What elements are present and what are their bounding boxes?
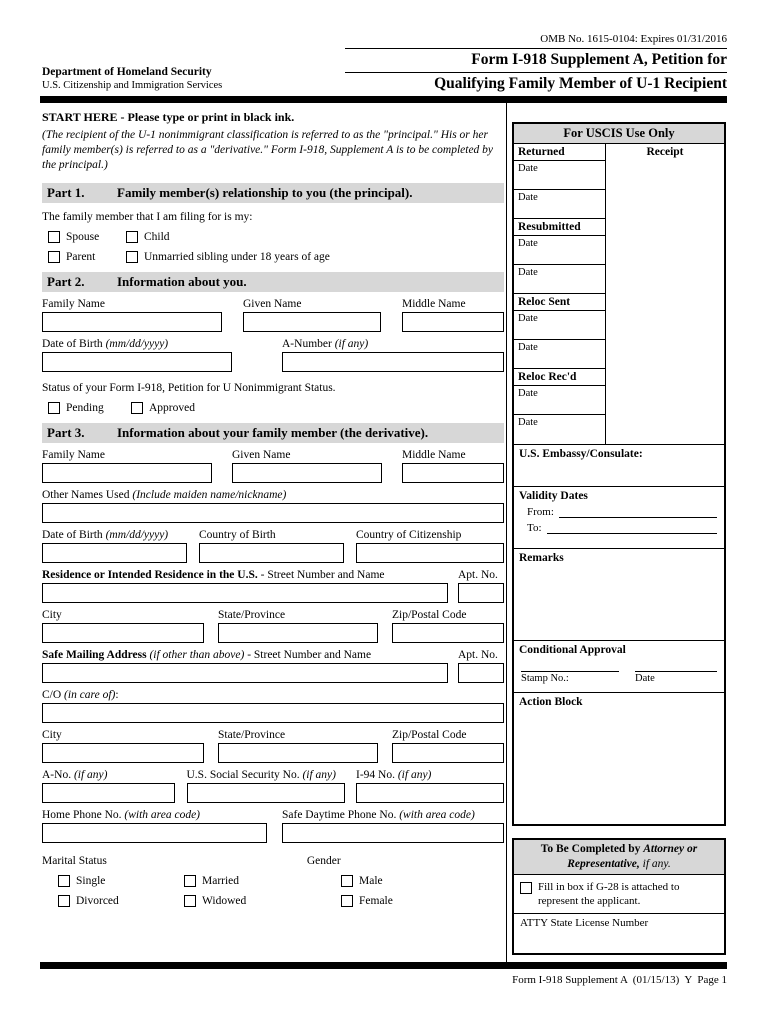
part2-anumber-label: A-Number (if any) (282, 337, 369, 350)
marital-gender-row-2 (58, 895, 504, 907)
divorced-label: Divorced (76, 894, 119, 907)
safe-city-input[interactable] (42, 743, 204, 763)
option-divorced (58, 895, 184, 907)
spouse-checkbox[interactable] (48, 231, 60, 243)
date-cell: Date (514, 340, 605, 369)
part2-anumber-input[interactable] (282, 352, 504, 372)
safe-zip-label: Zip/Postal Code (392, 728, 467, 741)
part2-middle-name-input[interactable] (402, 312, 504, 332)
part3-dob-input[interactable] (42, 543, 187, 563)
female-label: Female (359, 894, 393, 907)
part2-name-row (42, 298, 504, 332)
part1-header (42, 183, 504, 203)
part2-header (42, 272, 504, 292)
date-cell: Date (518, 417, 538, 428)
divorced-checkbox[interactable] (58, 895, 70, 907)
marital-status-label: Marital Status (42, 854, 107, 867)
pending-checkbox[interactable] (48, 402, 60, 414)
marital-gender-options (42, 875, 504, 907)
child-label: Child (144, 230, 170, 243)
pending-label: Pending (66, 401, 104, 414)
action-block-label: Action Block (519, 696, 583, 708)
form-body (42, 106, 504, 907)
part3-header (42, 423, 504, 443)
omb-number: OMB No. 1615-0104: Expires 01/31/2016 (345, 33, 727, 49)
safe-phone-input[interactable] (282, 823, 504, 843)
country-of-birth-input[interactable] (199, 543, 344, 563)
part3-middle-name-label: Middle Name (402, 448, 466, 461)
remarks-label: Remarks (519, 552, 564, 564)
relationship-row-1 (42, 231, 504, 243)
part1-title: Family member(s) relationship to you (the principal). (117, 184, 413, 200)
co-row (42, 689, 504, 723)
footer-divider-bar (40, 962, 727, 969)
single-checkbox[interactable] (58, 875, 70, 887)
i94-label: I-94 No. (if any) (356, 768, 432, 781)
part2-family-name-label: Family Name (42, 297, 105, 310)
atty-license-section (514, 914, 724, 953)
validity-to-row (527, 521, 717, 534)
uscis-sidebar (512, 122, 726, 955)
safe-mailing-row (42, 649, 504, 683)
safe-city-label: City (42, 728, 62, 741)
safe-city-row (42, 729, 504, 763)
option-parent (48, 251, 126, 263)
other-names-input[interactable] (42, 503, 504, 523)
option-widowed (184, 895, 341, 907)
option-spouse (48, 231, 126, 243)
to-label: To: (527, 522, 542, 534)
residence-zip-label: Zip/Postal Code (392, 608, 467, 621)
remarks-section (514, 548, 724, 640)
part1-prompt: The family member that I am filing for is my: (42, 210, 253, 223)
option-pending (48, 402, 131, 414)
country-of-citizenship-label: Country of Citizenship (356, 528, 462, 541)
validity-from-row (527, 505, 717, 518)
safe-mailing-apt-input[interactable] (458, 663, 504, 683)
column-divider-line (506, 103, 507, 962)
residence-city-input[interactable] (42, 623, 204, 643)
part2-status-prompt: Status of your Form I-918, Petition for U Nonimmigrant Status. (42, 381, 336, 394)
residence-street-input[interactable] (42, 583, 448, 603)
reloc-recd-cell: Reloc Rec'd (514, 369, 605, 386)
widowed-label: Widowed (202, 894, 247, 907)
part2-given-name-label: Given Name (243, 297, 302, 310)
date-cell: Date (514, 311, 605, 340)
residence-city-label: City (42, 608, 62, 621)
residence-apt-label: Apt. No. (458, 568, 498, 581)
uscis-box-title: For USCIS Use Only (514, 124, 724, 144)
parent-checkbox[interactable] (48, 251, 60, 263)
single-label: Single (76, 874, 106, 887)
sibling-checkbox[interactable] (126, 251, 138, 263)
married-checkbox[interactable] (184, 875, 196, 887)
male-checkbox[interactable] (341, 875, 353, 887)
from-fill-line (559, 505, 717, 518)
parent-label: Parent (66, 250, 96, 263)
relationship-row-2 (42, 251, 504, 263)
form-title-line2: Qualifying Family Member of U-1 Recipient (434, 75, 727, 92)
safe-mailing-street-input[interactable] (42, 663, 448, 683)
safe-phone-label: Safe Daytime Phone No. (with area code) (282, 808, 475, 821)
sibling-label: Unmarried sibling under 18 years of age (144, 250, 330, 263)
other-names-label: Other Names Used (Include maiden name/nickname) (42, 488, 287, 501)
part3-other-names-row (42, 489, 504, 523)
intro-note: (The recipient of the U-1 nonimmigrant classification is referred to as the "principal." His or her family member(s) is referred to as a "derivative." Form I-918, Supplement A is to be completed by the principal.) (42, 129, 494, 172)
agency-block (42, 66, 222, 91)
option-married (184, 875, 341, 887)
g28-row (514, 875, 724, 915)
date-cell: Date (514, 265, 605, 294)
safe-zip-input[interactable] (392, 743, 504, 763)
reloc-sent-cell: Reloc Sent (514, 294, 605, 311)
attorney-box-title: To Be Completed by Attorney or Representative, if any. (514, 840, 724, 875)
stamp-date-label: Date (635, 673, 655, 684)
widowed-checkbox[interactable] (184, 895, 196, 907)
male-label: Male (359, 874, 383, 887)
safe-mailing-apt-label: Apt. No. (458, 648, 498, 661)
residence-label: Residence or Intended Residence in the U.S. - Street Number and Name (42, 568, 385, 581)
part3-given-name-label: Given Name (232, 448, 291, 461)
residence-apt-input[interactable] (458, 583, 504, 603)
part2-family-name-input[interactable] (42, 312, 222, 332)
a-no-input[interactable] (42, 783, 175, 803)
stamp-no-line (521, 671, 619, 684)
safe-mailing-label: Safe Mailing Address (if other than above) - Street Number and Name (42, 648, 372, 661)
co-input[interactable] (42, 703, 504, 723)
part2-given-name-input[interactable] (243, 312, 381, 332)
conditional-approval-label: Conditional Approval (519, 644, 626, 656)
option-sibling (126, 251, 330, 263)
stamp-date-line (635, 671, 717, 684)
uscis-routing-left-column (514, 144, 606, 444)
part2-middle-name-label: Middle Name (402, 297, 466, 310)
country-of-citizenship-input[interactable] (356, 543, 504, 563)
marital-gender-row-1 (58, 875, 504, 887)
child-checkbox[interactable] (126, 231, 138, 243)
start-here-instruction: START HERE - Please type or print in black ink. (42, 110, 295, 124)
part3-given-name-input[interactable] (232, 463, 382, 483)
attorney-box (512, 838, 726, 955)
option-approved (131, 402, 195, 414)
embassy-label: U.S. Embassy/Consulate: (519, 448, 643, 460)
approved-label: Approved (149, 401, 195, 414)
resubmitted-cell: Resubmitted (514, 219, 605, 236)
header-divider-bar (40, 96, 727, 103)
residence-city-row (42, 609, 504, 643)
part3-dob-label: Date of Birth (mm/dd/yyyy) (42, 528, 169, 541)
safe-state-label: State/Province (218, 728, 286, 741)
marital-gender-heading-row (42, 855, 504, 867)
agency-name: U.S. Citizenship and Immigration Services (42, 80, 223, 91)
footer-form-id: Form I-918 Supplement A (01/15/13) Y Page 1 (512, 974, 727, 986)
embassy-section (514, 444, 724, 486)
part3-family-name-label: Family Name (42, 448, 105, 461)
date-cell: Date (514, 386, 605, 415)
ssn-input[interactable] (187, 783, 345, 803)
gender-label: Gender (306, 854, 341, 867)
phone-row (42, 809, 504, 843)
atty-license-label: ATTY State License Number (520, 917, 649, 930)
date-cell: Date (514, 236, 605, 265)
option-child (126, 231, 170, 243)
returned-cell: Returned (514, 144, 605, 161)
g28-checkbox[interactable] (520, 882, 532, 894)
uscis-routing-grid (514, 144, 724, 444)
uscis-receipt-area (606, 144, 724, 444)
part2-dob-input[interactable] (42, 352, 232, 372)
receipt-label: Receipt (646, 146, 684, 158)
co-label: C/O (in care of): (42, 688, 119, 701)
ssn-label: U.S. Social Security No. (if any) (186, 768, 336, 781)
female-checkbox[interactable] (341, 895, 353, 907)
part2-dob-row (42, 338, 504, 372)
a-no-label: A-No. (if any) (42, 768, 108, 781)
from-label: From: (527, 506, 554, 518)
home-phone-input[interactable] (42, 823, 267, 843)
form-title-block (345, 33, 727, 96)
residence-zip-input[interactable] (392, 623, 504, 643)
date-cell: Date (514, 161, 605, 190)
home-phone-label: Home Phone No. (with area code) (42, 808, 201, 821)
i94-input[interactable] (356, 783, 504, 803)
option-female (341, 895, 393, 907)
country-of-birth-label: Country of Birth (199, 528, 276, 541)
g28-label: Fill in box if G-28 is attached to represent the applicant. (538, 880, 680, 908)
safe-state-input[interactable] (218, 743, 378, 763)
part1-number: Part 1. (47, 184, 85, 200)
part3-middle-name-input[interactable] (402, 463, 504, 483)
numbers-row (42, 769, 504, 803)
date-cell: Date (514, 190, 605, 219)
uscis-use-only-box (512, 122, 726, 826)
form-title-line1: Form I-918 Supplement A, Petition for (345, 49, 727, 73)
married-label: Married (202, 874, 240, 887)
conditional-approval-section (514, 640, 724, 692)
part3-title: Information about your family member (the derivative). (117, 424, 429, 440)
stamp-row (519, 671, 719, 684)
part2-status-row (42, 402, 504, 414)
stamp-no-label: Stamp No.: (521, 673, 569, 684)
residence-state-label: State/Province (218, 608, 286, 621)
action-block-section (514, 692, 724, 824)
part3-name-row (42, 449, 504, 483)
validity-dates-label: Validity Dates (519, 490, 588, 502)
to-fill-line (547, 521, 717, 534)
validity-dates-section (514, 486, 724, 548)
part3-dob-country-row (42, 529, 504, 563)
part3-family-name-input[interactable] (42, 463, 212, 483)
approved-checkbox[interactable] (131, 402, 143, 414)
department-name: Department of Homeland Security (42, 66, 212, 78)
residence-state-input[interactable] (218, 623, 378, 643)
option-male (341, 875, 383, 887)
part3-number: Part 3. (47, 424, 85, 440)
residence-row (42, 569, 504, 603)
spouse-label: Spouse (66, 230, 100, 243)
part2-dob-label: Date of Birth (mm/dd/yyyy) (42, 337, 169, 350)
part2-title: Information about you. (117, 273, 247, 289)
part2-number: Part 2. (47, 273, 85, 289)
option-single (58, 875, 184, 887)
